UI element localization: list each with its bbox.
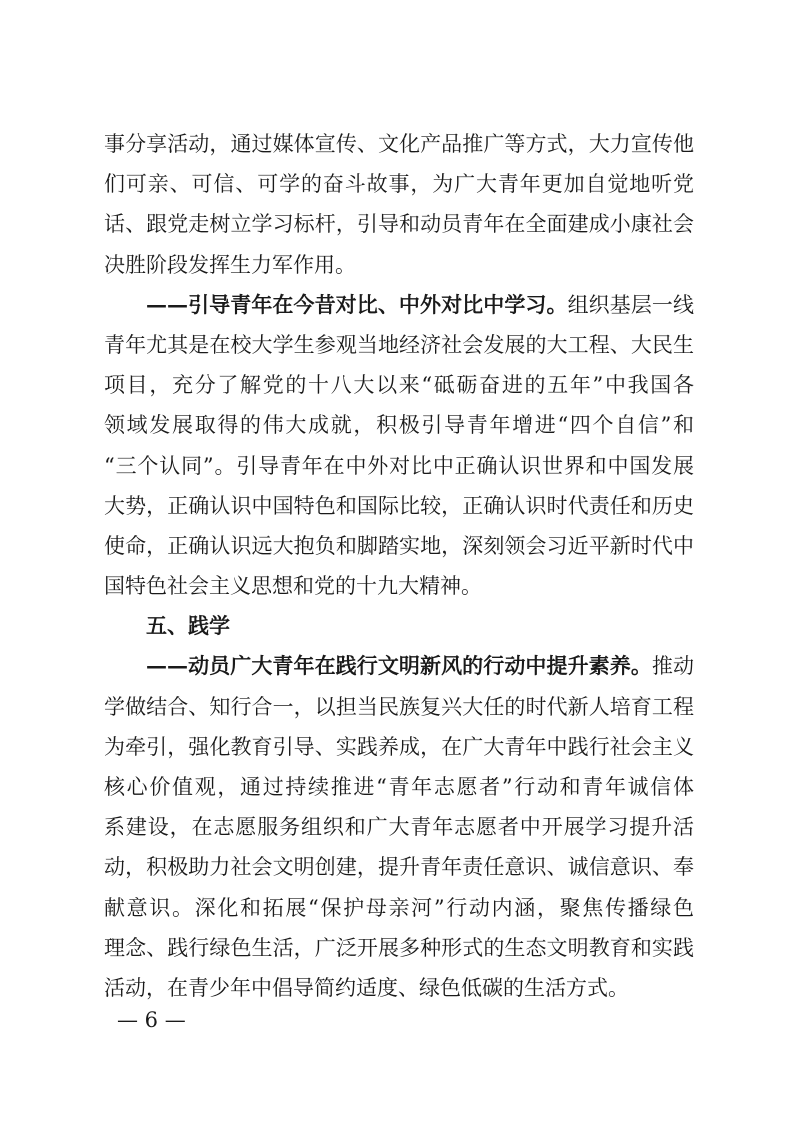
body-line: 献意识。深化和拓展“保护母亲河”行动内涵，聚焦传播绿色: [104, 895, 694, 920]
body-line: 国特色社会主义思想和党的十九大精神。: [104, 574, 482, 599]
body-line: 大势，正确认识中国特色和国际比较，正确认识时代责任和历史: [104, 493, 694, 518]
body-line-lead: [104, 285, 694, 325]
body-line: 系建设，在志愿服务组织和广大青年志愿者中开展学习提升活: [104, 815, 694, 840]
item-lead: ——动员广大青年在践行文明新风的行动中提升素养。: [146, 653, 652, 679]
body-line: 核心价值观，通过持续推进“青年志愿者”行动和青年诚信体: [104, 775, 694, 799]
body-line: 决胜阶段发挥生力军作用。: [104, 252, 356, 277]
item-lead-rest: 组织基层一线: [567, 292, 695, 317]
item-lead: ——引导青年在今昔对比、中外对比中学习。: [146, 291, 568, 317]
body-line: 使命，正确认识远大抱负和脚踏实地，深刻领会习近平新时代中: [104, 533, 694, 558]
body-line: 动，积极助力社会文明创建，提升青年责任意识、诚信意识、奉: [104, 855, 694, 880]
page-number: — 6 —: [117, 1008, 186, 1032]
item-lead-rest: 推动: [651, 654, 695, 679]
body-line: 活动，在青少年中倡导简约适度、绿色低碳的生活方式。: [104, 975, 629, 1000]
body-line: 青年尤其是在校大学生参观当地经济社会发展的大工程、大民生: [104, 332, 694, 357]
body-line: 项目，充分了解党的十八大以来“砥砺奋进的五年”中我国各: [104, 373, 694, 398]
body-line-lead: [104, 646, 694, 686]
body-line: 理念、践行绿色生活，广泛开展多种形式的生态文明教育和实践: [104, 935, 694, 960]
body-line: 们可亲、可信、可学的奋斗故事，为广大青年更加自觉地听党: [104, 172, 694, 197]
body-line: 领域发展取得的伟大成就，积极引导青年增进“四个自信”和: [104, 413, 694, 438]
body-line: 事分享活动，通过媒体宣传、文化产品推广等方式，大力宣传他: [104, 132, 694, 156]
body-line: “三个认同”。引导青年在中外对比中正确认识世界和中国发展: [104, 453, 694, 478]
document-body: [104, 124, 694, 1008]
body-line: 为牵引，强化教育引导、实践养成，在广大青年中践行社会主义: [104, 734, 694, 759]
body-line: 话、跟党走树立学习标杆，引导和动员青年在全面建成小康社会: [104, 212, 694, 237]
body-line: 学做结合、知行合一，以担当民族复兴大任的时代新人培育工程: [104, 694, 694, 719]
section-heading: 五、践学: [146, 613, 230, 639]
